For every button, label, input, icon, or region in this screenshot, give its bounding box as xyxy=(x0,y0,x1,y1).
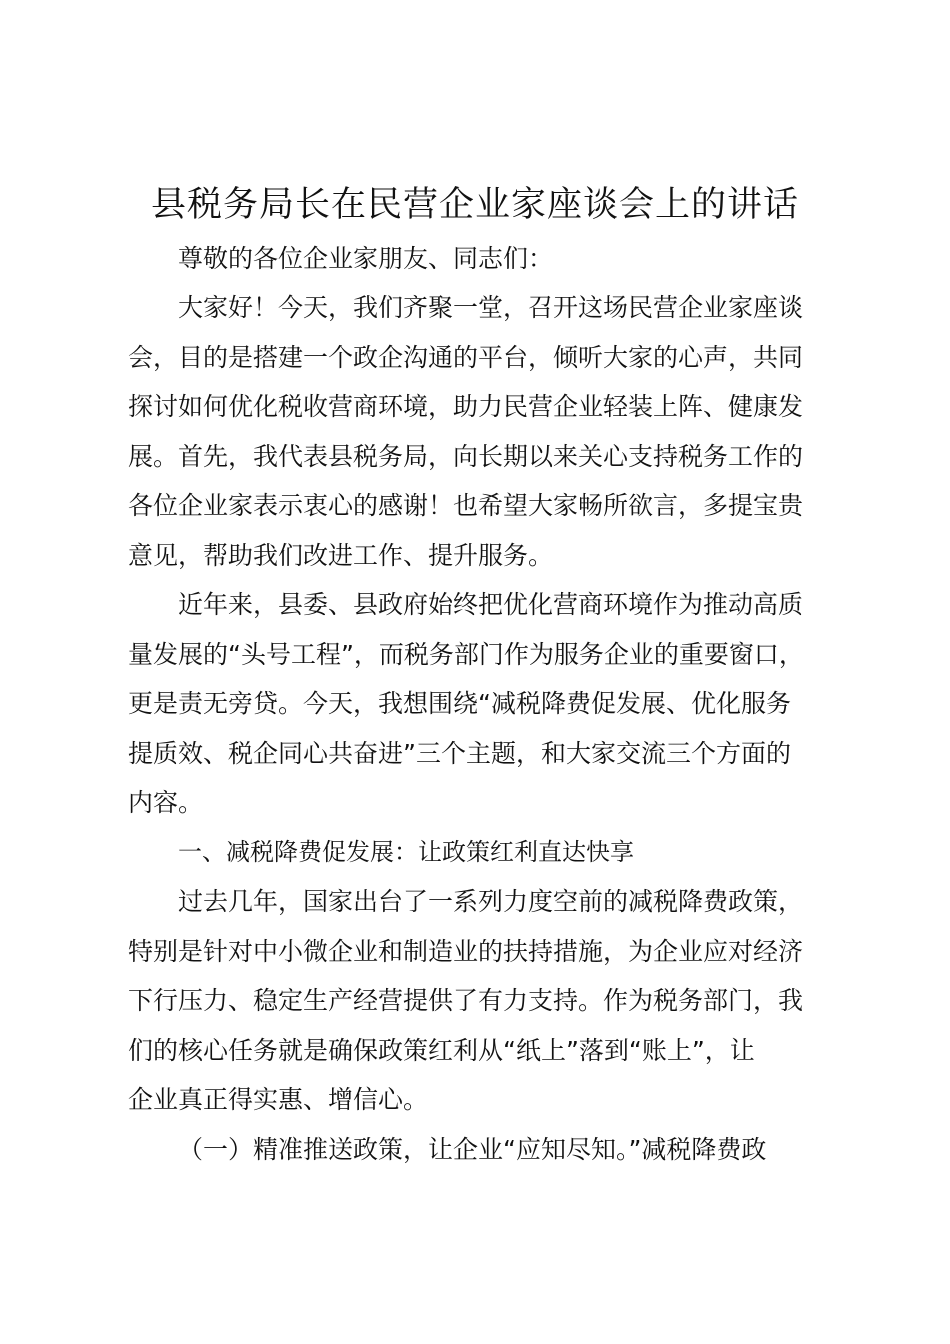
subsection-paragraph xyxy=(128,1125,848,1175)
paragraph-line: 大家好！今天，我们齐聚一堂，召开这场民营企业家座谈 xyxy=(178,293,804,322)
paragraph-line: （一）精准推送政策，让企业“应知尽知。”减税降费政 xyxy=(178,1135,767,1164)
paragraph-line: 意见，帮助我们改进工作、提升服务。 xyxy=(128,540,554,570)
paragraph-line: 下行压力、稳定生产经营提供了有力支持。作为税务部门，我 xyxy=(128,986,804,1015)
salutation-paragraph xyxy=(128,234,848,284)
section-heading xyxy=(128,828,848,878)
paragraph-line: 量发展的“头号工程”，而税务部门作为服务企业的重要窗口， xyxy=(128,639,804,669)
context-paragraph xyxy=(128,580,848,828)
paragraph-line: 展。首先，我代表县税务局，向长期以来关心支持税务工作的 xyxy=(128,441,804,471)
paragraph-line: 特别是针对中小微企业和制造业的扶持措施，为企业应对经济 xyxy=(128,936,804,966)
paragraph-line: 探讨如何优化税收营商环境，助力民营企业轻装上阵、健康发 xyxy=(128,392,804,421)
paragraph-line: 企业真正得实惠、增信心。 xyxy=(128,1085,429,1114)
paragraph-line: 提质效、税企同心共奋进”三个主题，和大家交流三个方面的 xyxy=(128,738,791,768)
paragraph-line: 会，目的是搭建一个政企沟通的平台，倾听大家的心声，共同 xyxy=(128,342,804,372)
document-title: 县税务局长在民营企业家座谈会上的讲话 xyxy=(150,185,799,225)
paragraph-line: 内容。 xyxy=(128,788,204,817)
paragraph-line: 过去几年，国家出台了一系列力度空前的减税降费政策， xyxy=(178,887,804,916)
policy-paragraph xyxy=(128,877,848,1125)
heading-line: 一、减税降费促发展：让政策红利直达快享 xyxy=(178,838,634,866)
intro-paragraph xyxy=(128,283,848,580)
paragraph-line: 更是责无旁贷。今天，我想围绕“减税降费促发展、优化服务 xyxy=(128,689,791,718)
paragraph-line: 尊敬的各位企业家朋友、同志们： xyxy=(178,244,554,273)
paragraph-line: 们的核心任务就是确保政策红利从“纸上”落到“账上”，让 xyxy=(128,1035,755,1065)
paragraph-line: 近年来，县委、县政府始终把优化营商环境作为推动高质 xyxy=(178,590,804,619)
paragraph-line: 各位企业家表示衷心的感谢！也希望大家畅所欲言，多提宝贵 xyxy=(128,491,804,520)
